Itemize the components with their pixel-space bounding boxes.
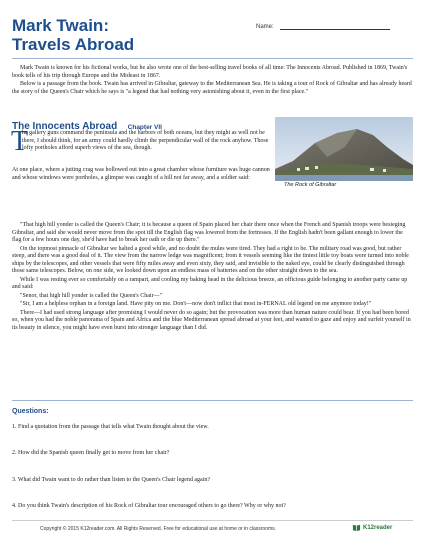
questions-divider [12,400,413,401]
rock-of-gibraltar-image [275,117,413,181]
question-2: 2. How did the Spanish queen finally get to move from her chair? [12,450,170,456]
book-icon [352,523,361,532]
k12reader-logo[interactable] [352,523,392,532]
intro-paragraph-2: Below is a passage from the book. Twain has arrived in Gibraltar, gateway to the Mediterranean Sea. He is taking a tour of Rock of Gibraltar and has already heard the story of the Queen's Chair which he says is "a legend that had nothing very astonishing about it, even in the first place." [12,81,412,95]
passage-body [12,222,413,333]
passage-paragraph-3: While I was resting ever so comfortably on a rampart, and cooling my baking head in the delicious breeze, an officious guide belonging to another party came up and said: [12,276,408,290]
header-divider [12,58,413,59]
questions-heading: Questions: [12,408,49,415]
footer-divider [12,520,413,521]
intro-section [12,65,413,97]
passage-paragraph-1: "That high hill yonder is called the Queen's Chair; it is because a queen of Spain placed her chair there once when the French and Spanish troops were besieging Gibraltar, and said she would never move from the spot till the English flag was lowered from the fortresses. If the English hadn't been gallant enough to lower the flag for a few hours one day, she'd have had to break her oath or die up there." [12,222,406,243]
title-line-1: Mark Twain: [12,16,109,35]
footer-copyright: Copyright © 2015 K12reader.com. All Rights Reserved. Free for educational use at home or in classrooms. [40,526,277,532]
question-3: 3. What did Twain want to do rather than listen to the Queen's Chair legend again? [12,477,211,483]
photo-caption: The Rock of Gibraltar [284,182,337,188]
logo-text: K12reader [363,524,393,531]
passage-paragraph-2: On the topmost pinnacle of Gibraltar we halted a good while, and no doubt the mules were tired. They had a right to be. The military road was good, but rather steep, and there was a good deal of it. The view from the narrow ledge was magnificent; from it vessels seeming like the tiniest little toy boats were turned into noble ships by the telescopes, and other vessels that were fifty miles away and even sixty, they said, and invisible to the naked eye, could be clearly distinguished through those same telescopes. Below, on one side, we looked down upon an endless mass of batteries and on the other straight down to the sea. [12,245,409,274]
passage-continuation: At one place, where a jutting crag was hollowed out into a great chamber whose furniture was huge cannon and whose windows were portholes, a glimpse was caught of a hill not far away, and a soldier said: [12,167,270,181]
page-title [12,16,134,54]
intro-paragraph-1: Mark Twain is known for his fictional works, but he also wrote one of the best-selling travel books of all time: The Innocents Abroad. Published in 1869, Twain's book tells of his trip through Europe and the Mideast in 1867. [12,65,408,79]
passage-paragraph-6: There—I had used strong language after promising I would never do so again; but the provocation was more than human nature could bear. If you had been bored so, when you had the noble panorama of Spain and Africa and the blue Mediterranean spread abroad at your feet, and wanted to gaze and enjoy and surfeit yourself in its beauty in silence, you might have even burst into stronger language than I did. [12,309,411,331]
passage-opening: he gallery guns command the peninsula and the harbors of both oceans, but they might as well not be there, I should think, for an army could hardly climb the perpendicular wall of the rock anyhow. Those lofty portholes afford superb views of the sea, though. [22,130,269,151]
question-4: 4. Do you think Twain's description of his Rock of Gibraltar tour encouraged others to go there? Why or why not? [12,503,286,509]
name-field[interactable] [256,22,390,30]
passage-paragraph-5: "Sir, I am a helpless orphan in a foreign land. Have pity on me. Don't—now don't inflict that most in-FERNAL old legend on me anymore today!" [20,301,372,307]
question-1: 1. Find a quotation from the passage that tells what Twain thought about the view. [12,424,209,430]
name-label: Name: [256,24,274,30]
chapter-label: Chapter VII [127,124,162,131]
section-title: The Innocents Abroad [12,121,118,132]
name-line[interactable] [280,22,390,30]
drop-cap: T [11,126,29,157]
passage-paragraph-4: "Senor, that high hill yonder is called the Queen's Chair—" [20,292,163,299]
title-line-2: Travels Abroad [12,35,135,54]
